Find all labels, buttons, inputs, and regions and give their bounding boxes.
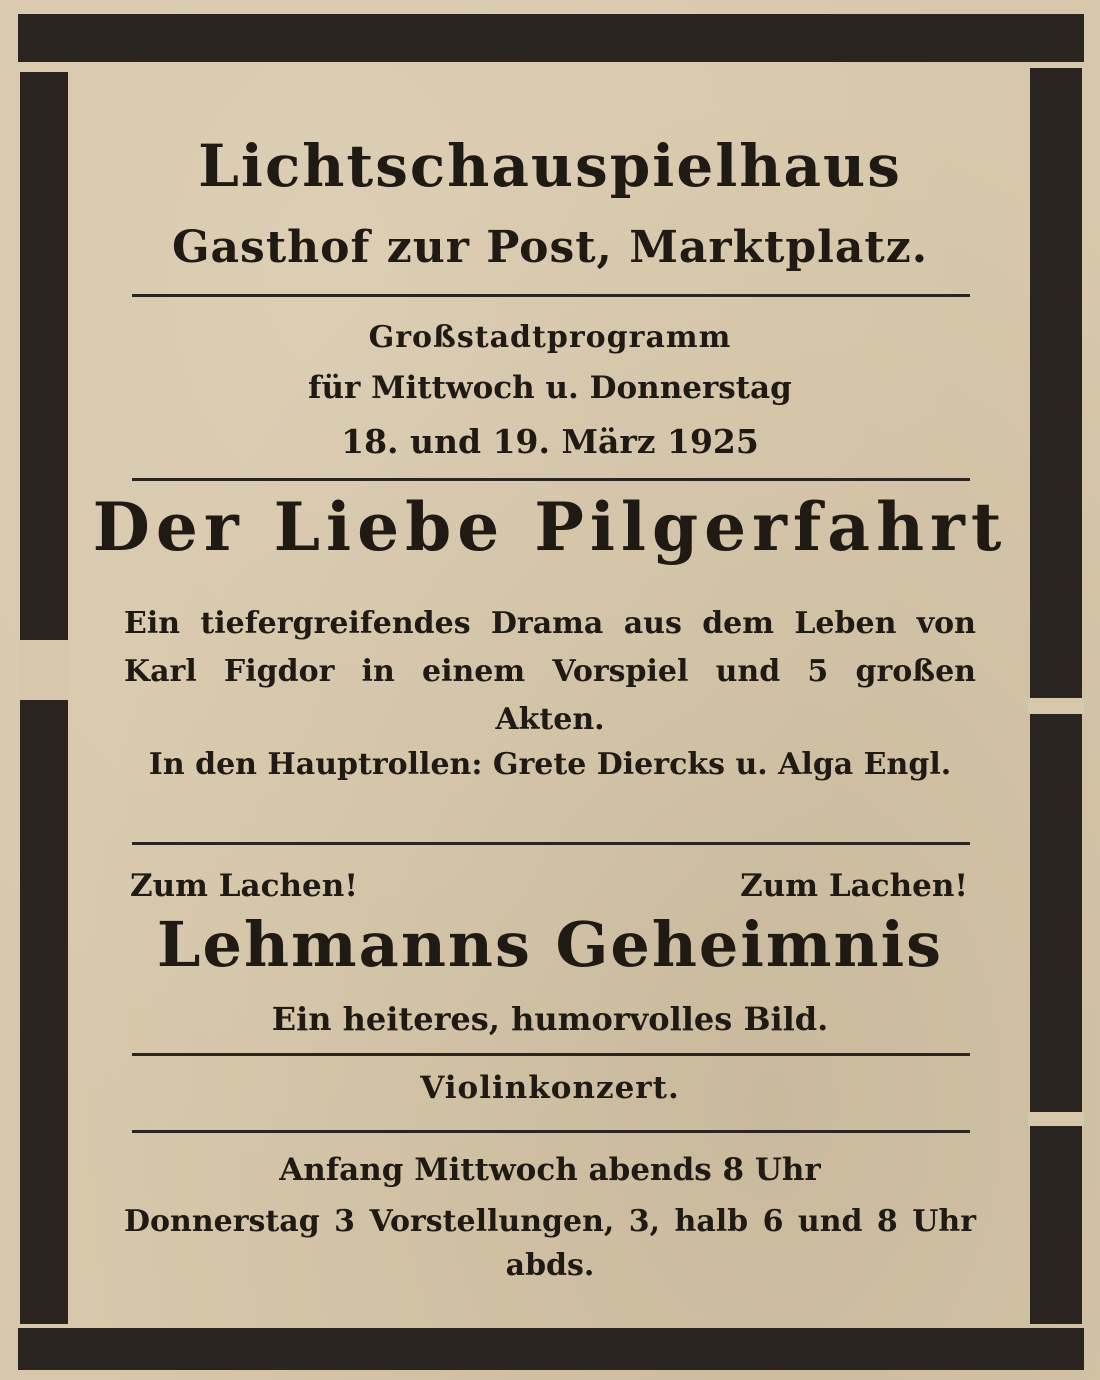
cinema-name: Lichtschauspielhaus — [198, 132, 902, 200]
frame-gap — [1028, 698, 1084, 714]
ad-content — [80, 70, 1020, 1320]
feature-title: Der Liebe Pilgerfahrt — [92, 488, 1008, 566]
frame-gap — [1028, 1112, 1084, 1126]
comedy-tag-left: Zum Lachen! — [130, 868, 358, 904]
cinema-address: Gasthof zur Post, Marktplatz. — [171, 222, 929, 273]
comedy-subtitle: Ein heiteres, humorvolles Bild. — [271, 1000, 829, 1038]
program-days: für Mittwoch u. Donnerstag — [308, 370, 792, 406]
divider — [132, 294, 970, 297]
divider — [132, 1053, 970, 1056]
program-name: Großstadtprogramm — [368, 320, 732, 355]
frame-gap — [18, 640, 70, 700]
feature-cast: In den Hauptrollen: Grete Diercks u. Alga Engl. — [148, 747, 952, 782]
divider — [132, 1130, 970, 1133]
divider — [132, 842, 970, 845]
program-date: 18. und 19. März 1925 — [341, 422, 759, 461]
schedule-line-2: Donnerstag 3 Vorstellungen, 3, halb 6 und 8 Uhr abds. — [124, 1204, 976, 1283]
schedule-line-1: Anfang Mittwoch abends 8 Uhr — [279, 1152, 821, 1188]
frame-bottom-bar — [18, 1328, 1084, 1370]
frame-right-bar — [1030, 68, 1082, 1324]
feature-description: Ein tiefergreifendes Drama aus dem Leben von Karl Figdor in einem Vorspiel und 5 großen Akten. — [124, 606, 976, 737]
comedy-tag-right: Zum Lachen! — [740, 868, 968, 904]
comedy-title: Lehmanns Geheimnis — [156, 908, 944, 981]
divider — [132, 478, 970, 481]
concert-note: Violinkonzert. — [420, 1070, 680, 1106]
frame-top-bar — [18, 14, 1084, 62]
